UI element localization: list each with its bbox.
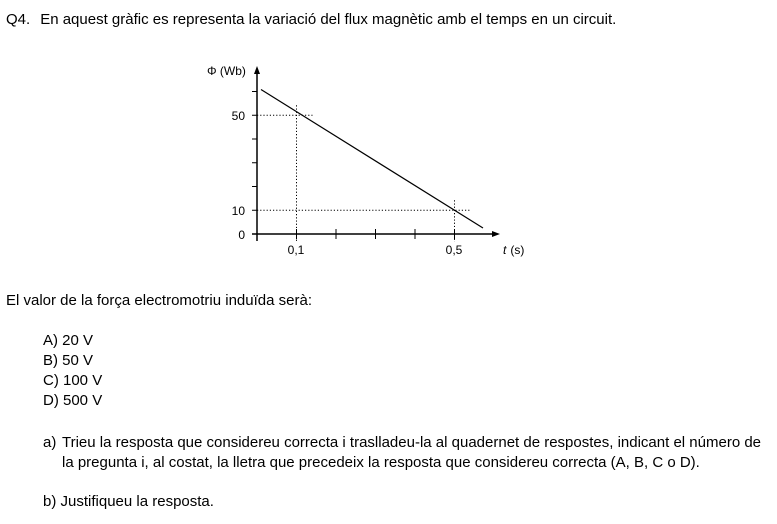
option-d[interactable]	[43, 392, 102, 410]
y-tick-label-50: 50	[231, 109, 245, 123]
option-label: C)	[43, 372, 59, 389]
option-value: 50 V	[62, 352, 94, 369]
instruction-a-label: a)	[43, 434, 57, 451]
prompt-text: El valor de la força electromotriu induïda serà:	[6, 292, 312, 309]
option-label: A)	[43, 332, 58, 349]
option-b[interactable]	[43, 352, 93, 370]
x-axis-label	[503, 243, 524, 257]
x-axis-unit: (s)	[510, 243, 525, 257]
instruction-b-label: b)	[43, 493, 57, 510]
instruction-a-text: Trieu la resposta que considereu correcta i traslladeu-la al quadernet de respostes, indicant el número de la pregunta i, al costat, la lletra que precedeix la resposta que considereu correcta (A, B, C o D).	[62, 434, 762, 471]
x-axis-arrow	[492, 231, 500, 237]
question-text: En aquest gràfic es representa la variació del flux magnètic amb el temps en un circuit.	[40, 11, 617, 28]
option-a[interactable]	[43, 332, 93, 350]
x-tick-label-0-5: 0,5	[445, 243, 463, 257]
question-number: Q4.	[6, 11, 31, 28]
x-axis-variable: t	[503, 243, 507, 257]
instruction-a	[43, 433, 773, 473]
option-label: B)	[43, 352, 58, 369]
guide-lines	[257, 105, 471, 242]
y-axis-label: Φ (Wb)	[207, 64, 246, 78]
option-value: 100 V	[63, 372, 103, 389]
y-tick-label-10: 10	[231, 204, 245, 218]
x-tick-label-0-1: 0,1	[287, 243, 305, 257]
instruction-b-text: Justifiqueu la resposta.	[60, 493, 214, 510]
instruction-b	[43, 493, 214, 511]
y-axis-arrow	[254, 66, 260, 74]
y-tick-label-0: 0	[238, 228, 245, 242]
option-label: D)	[43, 392, 59, 409]
option-value: 20 V	[62, 332, 94, 349]
option-c[interactable]	[43, 372, 102, 390]
flux-series-line	[261, 90, 483, 229]
option-value: 500 V	[63, 392, 103, 409]
